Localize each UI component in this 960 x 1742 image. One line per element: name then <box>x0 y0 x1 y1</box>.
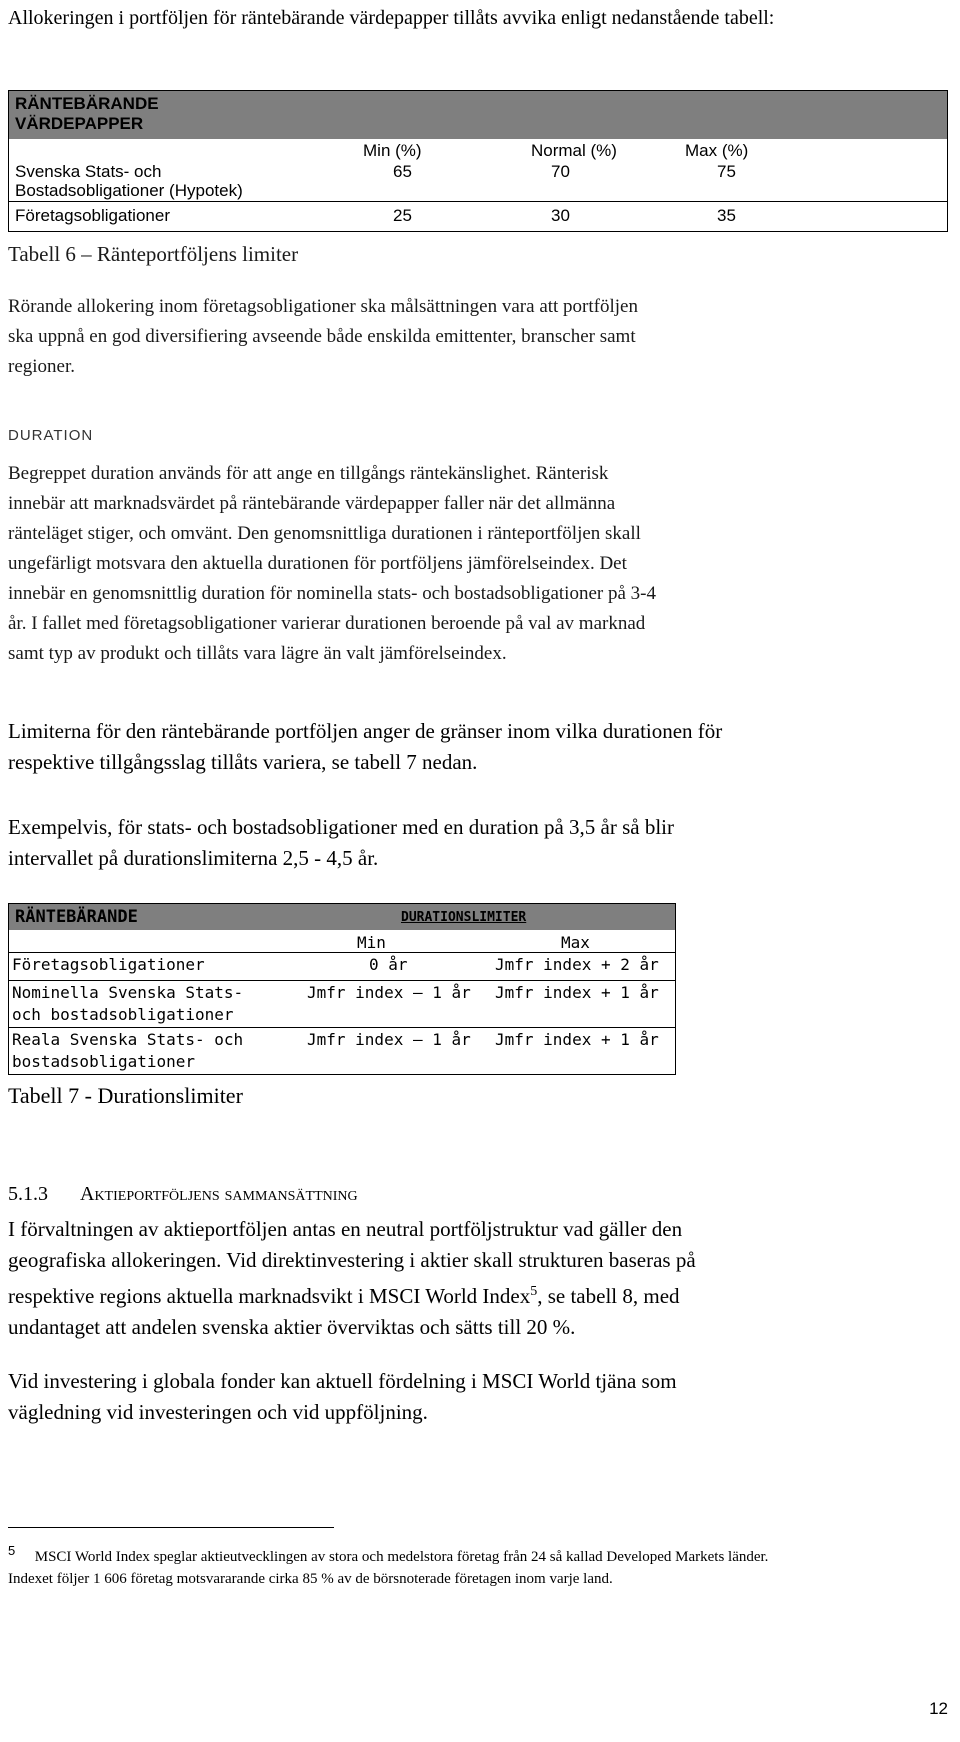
table-7-row3-label-line2: bostadsobligationer <box>12 1052 196 1071</box>
table-6-row1-label-line1: Svenska Stats- och <box>15 162 162 181</box>
table-7-row3-label-line1: Reala Svenska Stats- och <box>12 1030 244 1049</box>
duration-line: innebär en genomsnittlig duration för nominella stats- och bostadsobligationer på 3-4 <box>8 583 656 604</box>
intro-paragraph <box>8 4 953 33</box>
example-paragraph <box>8 812 953 874</box>
example-line: intervallet på durationslimiterna 2,5 - 4,5 år. <box>8 846 379 870</box>
duration-line: ränteläget stiger, och omvänt. Den genomsnittliga durationen i ränteportföljen skall <box>8 523 641 544</box>
table-7-divider <box>9 980 675 981</box>
section-heading <box>8 1181 358 1207</box>
table-7-divider <box>9 952 675 953</box>
footnote-text: MSCI World Index speglar aktieutvecklingen av stora och medelstora företag från 24 så kallad Developed Markets länder. <box>34 1549 769 1565</box>
table-6-header-label <box>15 94 159 134</box>
footnote-line: Indexet följer 1 606 företag motsvararande cirka 85 % av de börsnoterade företagen inom varje land. <box>8 1571 613 1587</box>
table-6 <box>8 90 948 232</box>
table-6-row1-normal: 70 <box>551 162 570 181</box>
funds-line: vägledning vid investeringen och vid uppföljning. <box>8 1400 428 1424</box>
funds-paragraph <box>8 1366 953 1428</box>
table-6-header-line1: RÄNTEBÄRANDE <box>15 94 159 113</box>
table-7-row1-label: Företagsobligationer <box>12 955 205 974</box>
equity-line: undantaget att andelen svenska aktier överviktas och sätts till 20 %. <box>8 1315 576 1339</box>
equity-line <box>8 1276 953 1312</box>
table-7-row3-max: Jmfr index + 1 år <box>495 1030 659 1049</box>
limits-paragraph <box>8 716 953 778</box>
duration-line: Begreppet duration används för att ange en tillgångs räntekänslighet. Ränterisk <box>8 463 609 484</box>
duration-paragraph <box>8 459 953 669</box>
table-7-row1-min: 0 år <box>369 955 408 974</box>
funds-line: Vid investering i globala fonder kan aktuell fördelning i MSCI World tjäna som <box>8 1369 677 1393</box>
table-7-row2-label-line2: och bostadsobligationer <box>12 1005 234 1024</box>
table-7-row2-label-line1: Nominella Svenska Stats- <box>12 983 244 1002</box>
table-7-header <box>9 904 675 930</box>
allocation-line: ska uppnå en god diversifiering avseende både enskilda emittenter, branscher samt <box>8 326 636 347</box>
table-6-row1-min: 65 <box>393 162 412 181</box>
table-6-col-min: Min (%) <box>363 141 422 160</box>
table-7-divider <box>9 1027 675 1028</box>
table-7-row2-min: Jmfr index – 1 år <box>307 983 471 1002</box>
equity-line3-tail: , se tabell 8, med <box>537 1284 680 1308</box>
footnote-separator <box>8 1527 334 1528</box>
footnote <box>8 1540 953 1590</box>
allocation-line: Rörande allokering inom företagsobligationer ska målsättningen vara att portföljen <box>8 296 638 317</box>
table-6-divider <box>9 201 947 202</box>
table-7-row3-min: Jmfr index – 1 år <box>307 1030 471 1049</box>
section-number: 5.1.3 <box>8 1183 48 1205</box>
equity-line: I förvaltningen av aktieportföljen antas en neutral portföljstruktur vad gäller den <box>8 1217 683 1241</box>
table-6-row1-max: 75 <box>717 162 736 181</box>
duration-heading: DURATION <box>8 427 94 444</box>
duration-line: innebär att marknadsvärdet på räntebärande värdepapper faller när det allmänna <box>8 493 616 514</box>
table-6-header-line2: VÄRDEPAPPER <box>15 114 144 133</box>
footnote-marker: 5 <box>8 1543 16 1558</box>
table-7 <box>8 903 676 1075</box>
intro-text: Allokeringen i portföljen för räntebärande värdepapper tillåts avvika enligt nedanstående tabell: <box>8 7 775 29</box>
table-6-caption: Tabell 6 – Ränteportföljens limiter <box>8 242 299 266</box>
table-7-col-max: Max <box>561 933 590 952</box>
allocation-line: regioner. <box>8 356 76 377</box>
table-7-row1-max: Jmfr index + 2 år <box>495 955 659 974</box>
duration-line: samt typ av produkt och tillåts vara lägre än valt jämförelseindex. <box>8 643 507 664</box>
allocation-paragraph <box>8 292 953 382</box>
page-number: 12 <box>929 1699 948 1718</box>
equity-line3-text: respektive regions aktuella marknadsvikt i MSCI World Index <box>8 1284 531 1308</box>
limits-line: respektive tillgångsslag tillåts variera, se tabell 7 nedan. <box>8 750 478 774</box>
footnote-reference[interactable]: 5 <box>530 1284 538 1299</box>
table-7-header-left: RÄNTEBÄRANDE <box>15 907 138 927</box>
duration-line: år. I fallet med företagsobligationer varierar durationen beroende på val av marknad <box>8 613 646 634</box>
table-6-row2-min: 25 <box>393 206 412 225</box>
table-6-header <box>9 91 947 139</box>
table-6-row1-label-line2: Bostadsobligationer (Hypotek) <box>15 181 243 200</box>
table-7-col-min: Min <box>357 933 386 952</box>
equity-line: geografiska allokeringen. Vid direktinvestering i aktier skall strukturen baseras på <box>8 1248 696 1272</box>
section-title: Aktieportföljens sammansättning <box>80 1183 358 1205</box>
footnote-line <box>8 1540 953 1568</box>
table-7-caption: Tabell 7 - Durationslimiter <box>8 1083 243 1108</box>
table-6-row2-max: 35 <box>717 206 736 225</box>
table-7-header-right: DURATIONSLIMITER <box>401 910 527 925</box>
limits-line: Limiterna för den räntebärande portföljen anger de gränser inom vilka durationen för <box>8 719 723 743</box>
table-6-row2-normal: 30 <box>551 206 570 225</box>
example-line: Exempelvis, för stats- och bostadsobligationer med en duration på 3,5 år så blir <box>8 815 675 839</box>
table-6-row2-label: Företagsobligationer <box>15 206 170 225</box>
table-6-col-max: Max (%) <box>685 141 749 160</box>
table-7-row2-max: Jmfr index + 1 år <box>495 983 659 1002</box>
equity-paragraph <box>8 1214 953 1343</box>
duration-line: ungefärligt motsvara den aktuella durationen för portföljens jämförelseindex. Det <box>8 553 627 574</box>
table-6-col-normal: Normal (%) <box>531 141 617 160</box>
